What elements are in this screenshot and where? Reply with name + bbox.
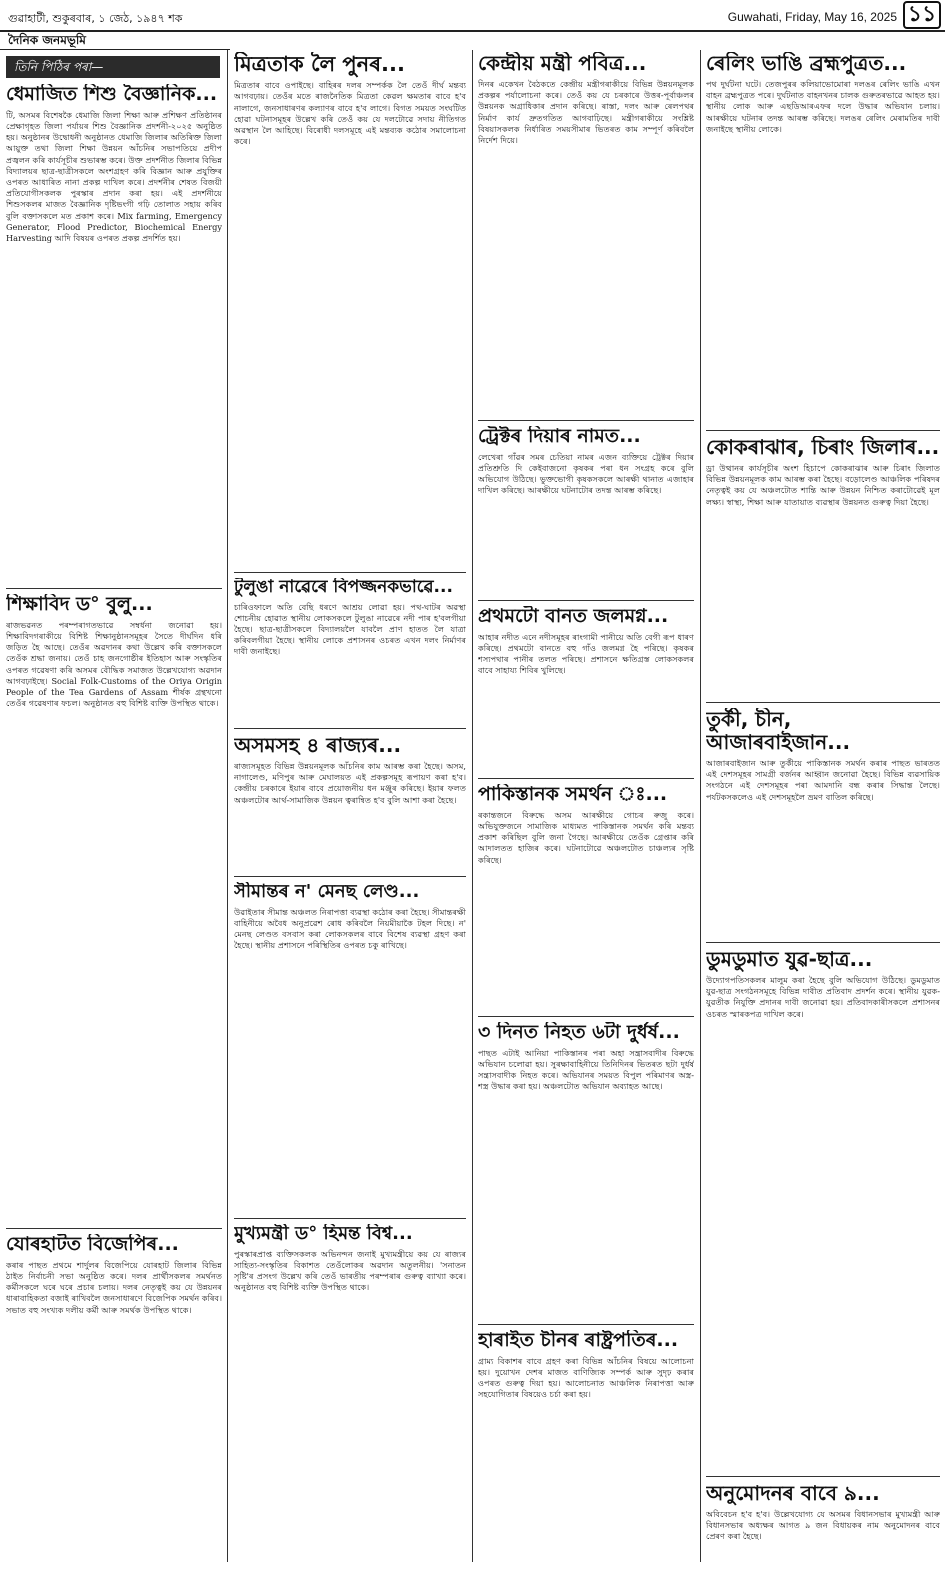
article-shikkhabid (6, 594, 222, 1224)
masthead (0, 0, 945, 32)
headline: পাকিস্তানক সমৰ্থন ঃ... (478, 784, 668, 805)
page-number: ১১ (903, 1, 941, 29)
article-tractor (478, 426, 694, 598)
article-tulunga-nao (234, 578, 466, 726)
divider (478, 778, 694, 779)
divider (234, 728, 466, 729)
article-body: আহাৰ নদীত এনে নদীসমূহৰ ৰাংগামী পানীয়ে অতি বেগী ৰূপ ধাৰণ কৰিছে। প্ৰথমটো বানতে বহু গাঁও জলমগ্ন হৈ পৰিছে। কৃষকৰ শস্যপথাৰ পানীৰ তলত পৰিছে। প্ৰশাসনে ক্ষতিগ্ৰস্ত লোকসকলৰ বাবে সাহায্য শিবিৰ খুলিছে। (478, 631, 694, 676)
headline: টুলুঙা নাৱেৰে বিপজ্জনকভাৱে... (234, 578, 453, 597)
article-4-states (234, 734, 466, 874)
continued-kicker: তিনি পিঠিৰ পৰা— (6, 56, 220, 78)
article-mitrata (234, 52, 466, 282)
article-cm-himanta (234, 1224, 466, 1562)
divider (478, 1324, 694, 1325)
divider (234, 572, 466, 573)
article-jorhat-bjp (6, 1234, 222, 1562)
divider (6, 588, 222, 589)
divider (6, 1228, 222, 1229)
article-body: ৰাজভৱনত পৰম্পৰাগতভাৱে সম্বৰ্ধনা জনোৱা হয়। শিক্ষাবিদগৰাকীয়ে বিশিষ্ট শিক্ষানুষ্ঠানসমূহৰ সৈতে দীৰ্ঘদিন ধৰি জড়িত হৈ আছে। তেওঁৰ অৱদানৰ কথা উল্লেখ কৰি বক্তাসকলে তেওঁক শ্ৰদ্ধা জনায়। তেওঁ চাহ জনগোষ্ঠীৰ ইতিহাস আৰু সংস্কৃতিৰ ওপৰত গৱেষণা কৰি অসমৰ বৌদ্ধিক সমাজত উল্লেখযোগ্য অৱদান আগবঢ়াইছে। Social Folk-Customs of the Oriya Origin People of the Tea Gardens of Assam শীৰ্ষক গ্ৰন্থখনো তেওঁৰ গৱেষণাৰ ফচল। অনুষ্ঠানত বহু বিশিষ্ট ব্যক্তি উপস্থিত থাকে। (6, 619, 222, 709)
article-central-minister (478, 52, 694, 412)
article-shishu-bigyanik (6, 84, 222, 584)
divider (706, 702, 940, 703)
headline: সীমান্তৰ ন' মেনছ লেণ্ড... (234, 882, 420, 902)
paper-name: দৈনিক জনমভূমি (0, 32, 230, 50)
headline: কেন্দ্ৰীয় মন্ত্ৰী পবিত্ৰ... (478, 52, 647, 75)
dateline-assamese: গুৱাহাটী, শুকুৰবাৰ, ১ জেঠ, ১৯৪৭ শক (8, 12, 183, 25)
article-body: গ্ৰাম্য বিকাশৰ বাবে গ্ৰহণ কৰা বিভিন্ন আঁচনিৰ বিষয়ে আলোচনা হয়। দুয়োখন দেশৰ মাজত বাণিজ্যিক সম্পৰ্ক আৰু সুদৃঢ় কৰাৰ ওপৰত গুৰুত্ব দিয়া হয়। আলোচনাত আঞ্চলিক নিৰাপত্তা আৰু সহযোগিতাৰ বিষয়েও চৰ্চা কৰা হয়। (478, 1355, 694, 1400)
article-body: ৰকান্তজনে বিৰুদ্ধে অসম আৰক্ষীয়ে গোচৰ ৰুজু কৰে। অভিযুক্তজনে সামাজিক মাধ্যমত পাকিস্তানক সমৰ্থন কৰি মন্তব্য প্ৰকাশ কৰিছিল বুলি জনা গৈছে। আৰক্ষীয়ে তেওঁক গ্ৰেপ্তাৰ কৰি আদালতত হাজিৰ কৰে। ঘটনাটোৱে অঞ্চলটোত চাঞ্চল্যৰ সৃষ্টি কৰিছে। (478, 809, 694, 865)
article-body: পথ দুৰ্ঘটনা ঘটে। তেজপুৰৰ কলিয়াভোমোৰা দলঙৰ ৰেলিং ভাঙি এখন বাহন ব্ৰহ্মপুত্ৰত পৰে। দুৰ্ঘটনাত বাহনখনৰ চালক গুৰুতৰভাৱে আহত হয়। স্থানীয় লোক আৰু এছডিআৰএফৰ দলে উদ্ধাৰ অভিযান চলায়। আৰক্ষীয়ে ঘটনাৰ তদন্ত আৰম্ভ কৰিছে। দলঙৰ ৰেলিং মেৰামতিৰ দাবী জনাইছে স্থানীয় লোকে। (706, 79, 940, 134)
article-body: আজাৰবাইজান আৰু তুৰ্কীয়ে পাকিস্তানক সমৰ্থন কৰাৰ পাছত ভাৰতত এই দেশসমূহৰ সামগ্ৰী বৰ্জনৰ আহ্বান জনোৱা হৈছে। বিভিন্ন ব্যৱসায়িক সংগঠনে এই দেশসমূহৰ পৰা আমদানি বন্ধ কৰাৰ সিদ্ধান্ত লৈছে। পৰ্যটকসকলেও এই দেশসমূহলৈ ভ্ৰমণ বাতিল কৰিছে। (706, 758, 940, 802)
dateline-english: Guwahati, Friday, May 16, 2025 (727, 10, 897, 24)
article-body: পুৰস্কাৰপ্ৰাপ্ত ব্যক্তিসকলক অভিনন্দন জনাই মুখ্যমন্ত্ৰীয়ে কয় যে ৰাজ্যৰ সাহিত্য-সংস্কৃতিৰ বিকাশত তেওঁলোকৰ অৱদান অতুলনীয়। 'সনাতন সৃষ্টি'ৰ প্ৰসংগ উল্লেখ কৰি তেওঁ ভাৰতীয় পৰম্পৰাৰ গুৰুত্ব ব্যাখ্যা কৰে। অনুষ্ঠানত বহু বিশিষ্ট ব্যক্তি উপস্থিত থাকে। (234, 1248, 466, 1293)
column-rule (472, 50, 473, 1562)
divider (706, 430, 940, 431)
article-doomdooma-youth (706, 948, 940, 1460)
article-turkey-china-azerbaijan (706, 708, 940, 940)
column-rule (700, 50, 701, 1562)
article-flood (478, 606, 694, 776)
headline: ট্ৰেক্টৰ দিয়াৰ নামত... (478, 426, 641, 447)
headline: যোৰহাটত বিজেপিৰ... (6, 1234, 179, 1255)
article-anumodan (706, 1482, 940, 1562)
divider (706, 1476, 940, 1477)
article-railing-brahmaputra (706, 52, 940, 434)
article-body: উদ্যোগপতিসকলৰ মালুম কৰা হৈছে বুলি অভিযোগ উঠিছে। ডুমডুমাত যুৱ-ছাত্ৰ সংগঠনসমূহে বিভিন্ন দাবীত প্ৰতিবাদ প্ৰদৰ্শন কৰে। স্থানীয় যুৱক-যুৱতীক নিযুক্তি প্ৰদানৰ দাবী জনোৱা হয়। প্ৰতিবাদকাৰীসকলে প্ৰশাসনৰ ওচৰত স্মাৰকপত্ৰ দাখিল কৰে। (706, 975, 940, 1019)
article-body: লেখেৰা গাঁৱৰ সমৰ চেতিয়া নামৰ এজন ব্যক্তিয়ে ট্ৰেক্টৰ দিয়াৰ প্ৰতিশ্ৰুতি দি কেইবাজনো কৃষকৰ পৰা ধন সংগ্ৰহ কৰে বুলি অভিযোগ উঠিছে। ভুক্তভোগী কৃষকসকলে আৰক্ষী থানাত এজাহাৰ দাখিল কৰিছে। আৰক্ষীয়ে ঘটনাটোৰ তদন্ত আৰম্ভ কৰিছে। (478, 451, 694, 496)
headline: ৰেলিং ভাঙি ব্ৰহ্মপুত্ৰত... (706, 52, 907, 75)
article-body: অবিবেচন হ'ব হ'ব। উল্লেখযোগ্য যে অসমৰ বিধানসভাৰ মুখ্যমন্ত্ৰী আৰু বিধানসভাৰ অধ্যক্ষৰ আগত ৯ জন বিধায়কৰ নাম অনুমোদনৰ বাবে প্ৰেৰণ কৰা হৈছে। (706, 1509, 940, 1542)
article-body: টি, অসমৰ বিশেষকৈ ধেমাজি জিলা শিক্ষা আৰু প্ৰশিক্ষণ প্ৰতিষ্ঠানৰ প্ৰেক্ষাগৃহত জিলা পৰ্যায়ৰ শিশু বৈজ্ঞানিক প্ৰদৰ্শনী-২০২৫ অনুষ্ঠিত হয়। অনুষ্ঠানৰ উদ্বোধনী অনুষ্ঠানত ধেমাজি জিলাৰ অতিৰিক্ত জিলা আয়ুক্ত তথা জিলা শিক্ষা উন্নয়ন আঁচনিৰ সভাপতিয়ে প্ৰদীপ প্ৰজ্বলন কৰি কাৰ্যসূচীৰ শুভাৰম্ভ কৰে। উক্ত প্ৰদৰ্শনীত জিলাৰ বিভিন্ন বিদ্যালয়ৰ ছাত্ৰ-ছাত্ৰীসকলে অংশগ্ৰহণ কৰি বিজ্ঞান আৰু প্ৰযুক্তিৰ ওপৰত আধাৰিত নানা প্ৰকল্প দাখিল কৰে। প্ৰদৰ্শনীৰ শেষত বিজয়ী প্ৰতিযোগীসকলক পুৰস্কাৰ প্ৰদান কৰা হয়। এই প্ৰদৰ্শনীয়ে শিশুসকলৰ মাজত বৈজ্ঞানিক দৃষ্টিভংগী গঢ়ি তোলাত সহায় কৰিব বুলি বক্তাসকলে মত প্ৰকাশ কৰে। Mix farming, Emergency Generator, Flood Predictor, Biochemical Energy Harvesting আদি বিষয়ৰ ওপৰত প্ৰকল্প প্ৰদৰ্শিত হয়। (6, 109, 222, 244)
article-body: চাৰিওফালে অতি বেছি ধৰণে আশ্ৰয় লোৱা হয়। পথ-ঘাটৰ অৱস্থা শোচনীয় হোৱাত স্থানীয় লোকসকলে টুলুঙা নাৱেৰে নদী পাৰ হ'বলগীয়া হৈছে। ছাত্ৰ-ছাত্ৰীসকলে বিদ্যালয়লৈ যাবলৈ প্ৰাণ হাতত লৈ যাত্ৰা কৰিবলগীয়া হৈছে। স্থানীয় লোকে প্ৰশাসনৰ ওচৰত এখন দলং নিৰ্মাণৰ দাবী জনাইছে। (234, 601, 466, 657)
headline: মুখ্যমন্ত্ৰী ড° হিমন্ত বিশ্ব... (234, 1224, 413, 1244)
headline: প্ৰথমটো বানত জলমগ্ন... (478, 606, 669, 627)
headline: অসমসহ ৪ ৰাজ্যৰ... (234, 734, 402, 757)
article-no-mans-land (234, 882, 466, 1164)
divider (234, 1218, 466, 1219)
divider (706, 942, 940, 943)
divider (478, 420, 694, 421)
headline: তুৰ্কী, চীন, আজাৰবাইজান... (706, 708, 851, 754)
article-kokrajhar-chirang (706, 436, 940, 698)
headline: হাৰাইত চীনৰ ৰাষ্ট্ৰপতিৰ... (478, 1330, 679, 1351)
divider (234, 876, 466, 877)
headline: অনুমোদনৰ বাবে ৯... (706, 1482, 880, 1505)
article-china-president (478, 1330, 694, 1562)
divider (478, 600, 694, 601)
column-rule (227, 50, 228, 1562)
headline: ডুমডুমাত যুৱ-ছাত্ৰ... (706, 948, 873, 971)
article-pakistan-support (478, 784, 694, 1014)
article-body: ৰাজ্যসমূহত বিভিন্ন উন্নয়নমূলক আঁচনিৰ কাম আৰম্ভ কৰা হৈছে। অসম, নাগালেণ্ড, মণিপুৰ আৰু মেঘালয়ত এই প্ৰকল্পসমূহ ৰূপায়ণ কৰা হ'ব। কেন্দ্ৰীয় চৰকাৰে ইয়াৰ বাবে প্ৰয়োজনীয় ধন মঞ্জুৰ কৰিছে। ইয়াৰ ফলত অঞ্চলটোৰ আৰ্থ-সামাজিক উন্নয়ন ত্বৰান্বিত হ'ব বুলি আশা কৰা হৈছে। (234, 761, 466, 805)
article-body: দিনৰ একেখন বৈঠকতে কেন্দ্ৰীয় মন্ত্ৰীগৰাকীয়ে বিভিন্ন উন্নয়নমূলক প্ৰকল্পৰ পৰ্যালোচনা কৰে। তেওঁ কয় যে চৰকাৰে উত্তৰ-পূৰ্বাঞ্চলৰ উন্নয়নক অগ্ৰাধিকাৰ প্ৰদান কৰিছে। ৰাস্তা, দলং আৰু ৰেলপথৰ নিৰ্মাণ কাৰ্য দ্ৰুতগতিত আগবাঢ়িছে। মন্ত্ৰীগৰাকীয়ে সংশ্লিষ্ট বিষয়াসকলক নিৰ্ধাৰিত সময়সীমাৰ ভিতৰত কাম সম্পূৰ্ণ কৰিবলৈ নিৰ্দেশ দিয়ে। (478, 79, 694, 146)
headline: কোকৰাঝাৰ, চিৰাং জিলাৰ... (706, 436, 940, 459)
article-body: পাছত এটাই আনিয়া পাকিস্তানৰ পৰা অহা সন্ত্ৰাসবাদীৰ বিৰুদ্ধে অভিযান চলোৱা হয়। সুৰক্ষাবাহিনীয়ে তিনিদিনৰ ভিতৰত ছটা দুৰ্ধৰ্ষ সন্ত্ৰাসবাদীক নিহত কৰে। অভিযানৰ সময়ত বিপুল পৰিমাণৰ অস্ত্ৰ-শস্ত্ৰ উদ্ধাৰ কৰা হয়। অঞ্চলটোত অভিযান অব্যাহত আছে। (478, 1047, 694, 1092)
article-body: ড্ৰা উত্থানৰ কাৰ্যসূচীৰ অংশ হিচাপে কোকৰাঝাৰ আৰু চিৰাং জিলাত বিভিন্ন উন্নয়নমূলক কাম আৰম্ভ কৰা হৈছে। বড়োলেণ্ড আঞ্চলিক পৰিষদৰ নেতৃত্বই কয় যে অঞ্চলটোত শান্তি আৰু উন্নয়ন নিশ্চিত কৰাটোৱেই মূল লক্ষ্য। স্বাস্থ্য, শিক্ষা আৰু যাতায়াত ব্যৱস্থাৰ উন্নয়নত গুৰুত্ব দিয়া হৈছে। (706, 463, 940, 507)
article-terrorists (478, 1022, 694, 1322)
article-body: মিত্ৰতাৰ বাবে ওপাইছে। বাহিৰৰ দলৰ সম্পৰ্কক লৈ তেওঁ দীৰ্ঘ মন্তব্য আগবঢ়ায়। তেওঁৰ মতে ৰাজনৈতিক মিত্ৰতা কেৱল ক্ষমতাৰ বাবে হ'ব নালাগে, জনসাধাৰণৰ কল্যাণৰ বাবে হ'ব লাগে। বিগত সময়ত সংঘটিত হোৱা ঘটনাসমূহৰ উল্লেখ কৰি তেওঁ কয় যে দলটোৱে সদায় নীতিগত অৱস্থান লৈ আহিছে। বিৰোধী দলসমূহে এই মন্তব্যক কঠোৰ সমালোচনা কৰে। (234, 80, 466, 147)
headline: ধেমাজিত শিশু বৈজ্ঞানিক... (6, 84, 218, 105)
headline: মিত্ৰতাক লৈ পুনৰ... (234, 52, 405, 76)
article-body: উৱাইতাৰ সীমান্ত অঞ্চলত নিৰাপত্তা ব্যৱস্থা কঠোৰ কৰা হৈছে। সীমান্তৰক্ষী বাহিনীয়ে অবৈধ অনুপ্ৰৱেশ ৰোধ কৰিবলৈ নিয়মীয়াকৈ টহল দিছে। ন' মেনছ লেণ্ডত বসবাস কৰা লোকসকলৰ বাবে বিশেষ ব্যৱস্থা গ্ৰহণ কৰা হৈছে। স্থানীয় প্ৰশাসনে পৰিস্থিতিৰ ওপৰত চকু ৰাখিছে। (234, 906, 466, 951)
divider (478, 1016, 694, 1017)
headline: শিক্ষাবিদ ড° বুলু... (6, 594, 153, 615)
article-body: কৰাৰ পাছত প্ৰথমে শাৰ্দুলৰ বিজেপিয়ে যোৰহাট জিলাৰ বিভিন্ন ঠাইত নিৰ্বাচনী সভা অনুষ্ঠিত কৰে। দলৰ প্ৰাৰ্থীসকলৰ সমৰ্থনত কৰ্মীসকলে ঘৰে ঘৰে প্ৰচাৰ চলায়। দলৰ নেতৃত্বই কয় যে উন্নয়নৰ ধাৰাবাহিকতা বজাই ৰাখিবলৈ জনসাধাৰণে বিজেপিক সমৰ্থন কৰিব। সভাত বহু সংখ্যক দলীয় কৰ্মী আৰু সমৰ্থক উপস্থিত থাকে। (6, 1259, 222, 1315)
headline: ৩ দিনত নিহত ৬টা দুৰ্ধৰ্ষ... (478, 1022, 680, 1043)
